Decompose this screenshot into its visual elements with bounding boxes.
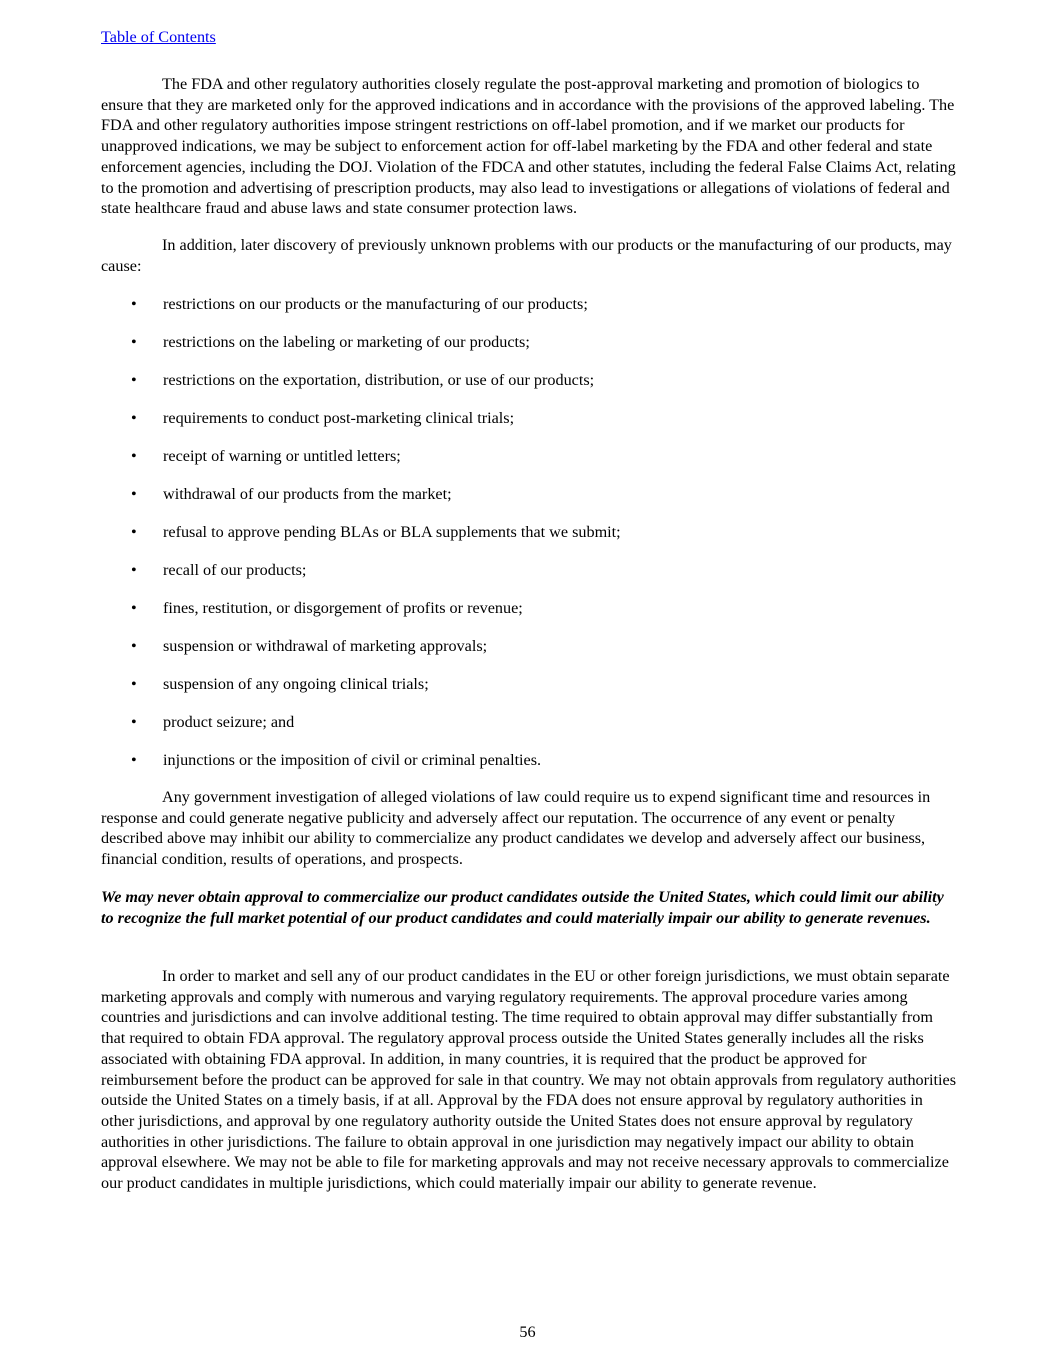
bullet-icon: • [131,484,137,503]
list-item-text: restrictions on the labeling or marketing of our products; [163,332,530,351]
risk-factor-heading: We may never obtain approval to commercialize our product candidates outside the United States, which could limit our ability to recognize the full market potential of our product candidates and could materially impair our ability to generate revenues. [101,888,944,927]
list-item [101,712,957,733]
bullet-icon: • [131,598,137,617]
list-item [101,370,957,391]
bullet-icon: • [131,522,137,541]
list-item-text: fines, restitution, or disgorgement of profits or revenue; [163,598,523,617]
list-item-text: receipt of warning or untitled letters; [163,446,401,465]
bullet-icon: • [131,446,137,465]
list-item [101,446,957,467]
page-number: 56 [519,1323,536,1341]
bullet-icon: • [131,295,137,313]
list-item-text: restrictions on the exportation, distribution, or use of our products; [163,370,595,389]
list-item-text: product seizure; and [163,712,295,731]
paragraph-government-investigation: Any government investigation of alleged violations of law could require us to expend significant time and resources in response and could generate negative publicity and adversely affect our reputation. The occurrence of any event or penalty described above may inhibit our ability to commercialize any product candidates we develop and adversely affect our business, financial condition, results of operations, and prospects. [101,788,931,869]
list-item-text: suspension or withdrawal of marketing approvals; [163,636,488,655]
list-item [101,750,957,771]
list-item [101,560,957,581]
list-item-text: injunctions or the imposition of civil or criminal penalties. [163,750,542,769]
list-item [101,294,957,315]
list-item [101,636,957,657]
list-item-text: refusal to approve pending BLAs or BLA supplements that we submit; [163,522,621,541]
list-item-text: recall of our products; [163,560,307,579]
list-item [101,408,957,429]
list-item-text: restrictions on our products or the manufacturing of our products; [163,295,588,313]
bullet-icon: • [131,370,137,389]
consequences-bullet-list [101,294,957,788]
bullet-icon: • [131,750,137,769]
bullet-icon: • [131,332,137,351]
list-item [101,598,957,619]
paragraph-later-discovery-intro: In addition, later discovery of previously unknown problems with our products or the manufacturing of our products, may cause: [101,236,952,275]
list-item [101,484,957,505]
bullet-icon: • [131,636,137,655]
table-of-contents-link[interactable]: Table of Contents [101,28,216,46]
list-item [101,674,957,695]
paragraph-off-label-promotion: The FDA and other regulatory authorities closely regulate the post-approval marketing and promotion of biologics to ensure that they are marketed only for the approved indications and in accordance with the provisions of the approved labeling. The FDA and other regulatory authorities impose stringent restrictions on off-label promotion, and if we market our products for unapproved indications, we may be subject to enforcement action for off-label marketing by the FDA and other federal and state enforcement agencies, including the DOJ. Violation of the FDCA and other statutes, including the federal False Claims Act, relating to the promotion and advertising of prescription products, may also lead to investigations or allegations of violations of federal and state healthcare fraud and abuse laws and state consumer protection laws. [101,75,956,218]
list-item-text: requirements to conduct post-marketing clinical trials; [163,408,515,427]
list-item [101,522,957,543]
paragraph-foreign-approval: In order to market and sell any of our product candidates in the EU or other foreign jurisdictions, we must obtain separate marketing approvals and comply with numerous and varying regulatory requirements. The approval procedure varies among countries and jurisdictions and can involve additional testing. The time required to obtain approval may differ substantially from that required to obtain FDA approval. The regulatory approval process outside the United States generally includes all the risks associated with obtaining FDA approval. In addition, in many countries, it is required that the product be approved for reimbursement before the product can be approved for sale in that country. We may not obtain approvals from regulatory authorities outside the United States on a timely basis, if at all. Approval by the FDA does not ensure approval by regulatory authorities in other jurisdictions, and approval by one regulatory authority outside the United States does not ensure approval by regulatory authorities in other jurisdictions. The failure to obtain approval in one jurisdiction may negatively impact our ability to obtain approval elsewhere. We may not be able to file for marketing approvals and may not receive necessary approvals to commercialize our product candidates in multiple jurisdictions, which could materially impair our ability to generate revenue. [101,967,957,1193]
bullet-icon: • [131,674,137,693]
list-item-text: suspension of any ongoing clinical trials; [163,674,429,693]
bullet-icon: • [131,712,137,731]
bullet-icon: • [131,560,137,579]
list-item [101,332,957,353]
list-item-text: withdrawal of our products from the market; [163,484,452,503]
bullet-icon: • [131,408,137,427]
